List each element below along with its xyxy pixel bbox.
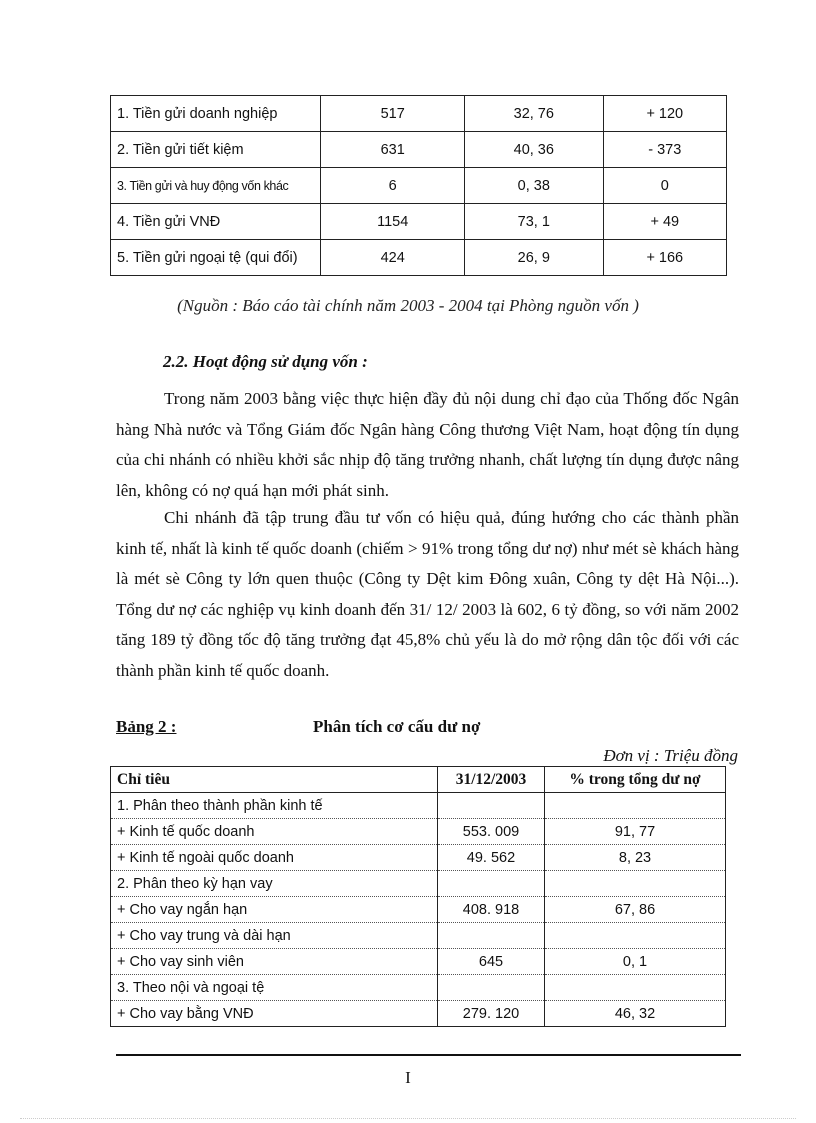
- unit-note: Đơn vị : Triệu đồng: [603, 746, 738, 765]
- table-cell: [438, 871, 545, 897]
- table-row: [111, 168, 727, 204]
- table-row: [111, 240, 727, 276]
- table-cell: 46, 32: [545, 1001, 726, 1027]
- paragraph: Trong năm 2003 bằng việc thực hiện đầy đủ nội dung chỉ đạo của Thống đốc Ngân hàng Nhà nước và Tổng Giám đốc Ngân hàng Công thương Việt Nam, hoạt động tín dụng của chi nhánh có nhiều khởi sắc nhịp độ tăng trưởng nhanh, chất lượng tín dụng được nâng lên, không có nợ quá hạn mới phát sinh.: [116, 389, 739, 500]
- table-cell: - 373: [603, 132, 726, 168]
- table-cell: 6: [321, 168, 465, 204]
- table-row: [111, 96, 727, 132]
- table-cell: 2. Phân theo kỳ hạn vay: [111, 871, 438, 897]
- table-cell: 645: [438, 949, 545, 975]
- table-cell: [545, 871, 726, 897]
- table-cell: 0, 38: [465, 168, 604, 204]
- table-row: [111, 819, 726, 845]
- section-heading: 2.2. Hoạt động sử dụng vốn :: [163, 352, 368, 371]
- table-cell: 8, 23: [545, 845, 726, 871]
- table-cell: 279. 120: [438, 1001, 545, 1027]
- table-row: [111, 204, 727, 240]
- table-cell: + Cho vay trung và dài hạn: [111, 923, 438, 949]
- table-cell: + 120: [603, 96, 726, 132]
- table-cell: + Cho vay bằng VNĐ: [111, 1001, 438, 1027]
- table-cell: 0, 1: [545, 949, 726, 975]
- table-cell: [438, 793, 545, 819]
- table-cell: 26, 9: [465, 240, 604, 276]
- deposit-table: [110, 95, 727, 276]
- table-cell: + 49: [603, 204, 726, 240]
- table-title: Phân tích cơ cấu dư nợ: [313, 717, 481, 736]
- table-row: [111, 1001, 726, 1027]
- table-row: [111, 923, 726, 949]
- table-cell: 73, 1: [465, 204, 604, 240]
- table-cell: + Cho vay sinh viên: [111, 949, 438, 975]
- table-header-row: [111, 767, 726, 793]
- table-cell: 32, 76: [465, 96, 604, 132]
- column-header: % trong tổng dư nợ: [545, 767, 726, 793]
- table-cell: 49. 562: [438, 845, 545, 871]
- table-cell: 631: [321, 132, 465, 168]
- table-cell: + 166: [603, 240, 726, 276]
- table-cell: 553. 009: [438, 819, 545, 845]
- page-number: I: [405, 1068, 411, 1087]
- table-cell: [438, 975, 545, 1001]
- table-label: Bảng 2 :: [116, 717, 177, 736]
- table-cell: 91, 77: [545, 819, 726, 845]
- table-row: [111, 845, 726, 871]
- table-row: [111, 793, 726, 819]
- table-cell: 67, 86: [545, 897, 726, 923]
- footer-divider: [116, 1054, 741, 1056]
- table-row: [111, 949, 726, 975]
- loan-structure-table: [110, 766, 726, 1027]
- table-cell: 517: [321, 96, 465, 132]
- table-cell: [545, 793, 726, 819]
- table-cell: [545, 923, 726, 949]
- table-cell: 1154: [321, 204, 465, 240]
- table-cell: + Kinh tế quốc doanh: [111, 819, 438, 845]
- table-cell: 2. Tiền gửi tiết kiệm: [111, 132, 321, 168]
- table-cell: 3. Theo nội và ngoại tệ: [111, 975, 438, 1001]
- paragraph: Chi nhánh đã tập trung đầu tư vốn có hiệu quả, đúng hướng cho các thành phần kinh tế, nhất là kinh tế quốc doanh (chiếm > 91% trong tổng dư nợ) như mét sè khách hàng là mét sè Công ty lớn quen thuộc (Công ty Dệt kim Đông xuân, Công ty dệt Hà Nội...). Tổng dư nợ các nghiệp vụ kinh doanh đến 31/ 12/ 2003 là 602, 6 tỷ đồng, so với năm 2002 tăng 189 tỷ đồng tốc độ tăng trưởng đạt 45,8% chủ yếu là do mở rộng dân tộc đối với các thành phần kinh tế quốc doanh.: [116, 508, 739, 680]
- table-cell: 1. Phân theo thành phần kinh tế: [111, 793, 438, 819]
- table-cell: 424: [321, 240, 465, 276]
- table-cell: [438, 923, 545, 949]
- table-cell: 3. Tiền gửi và huy động vốn khác: [111, 168, 321, 204]
- source-note: (Nguồn : Báo cáo tài chính năm 2003 - 2004 tại Phòng nguồn vốn ): [177, 296, 639, 315]
- table-row: [111, 975, 726, 1001]
- table-cell: + Cho vay ngắn hạn: [111, 897, 438, 923]
- table-cell: 408. 918: [438, 897, 545, 923]
- table-cell: + Kinh tế ngoài quốc doanh: [111, 845, 438, 871]
- column-header: Chỉ tiêu: [111, 767, 438, 793]
- table-cell: [545, 975, 726, 1001]
- table-cell: 1. Tiền gửi doanh nghiệp: [111, 96, 321, 132]
- table-cell: 0: [603, 168, 726, 204]
- table-cell: 5. Tiền gửi ngoại tệ (qui đổi): [111, 240, 321, 276]
- table-row: [111, 132, 727, 168]
- table-cell: 4. Tiền gửi VNĐ: [111, 204, 321, 240]
- table-cell: 40, 36: [465, 132, 604, 168]
- page-edge-divider: [20, 1118, 796, 1119]
- table-row: [111, 871, 726, 897]
- table-row: [111, 897, 726, 923]
- column-header: 31/12/2003: [438, 767, 545, 793]
